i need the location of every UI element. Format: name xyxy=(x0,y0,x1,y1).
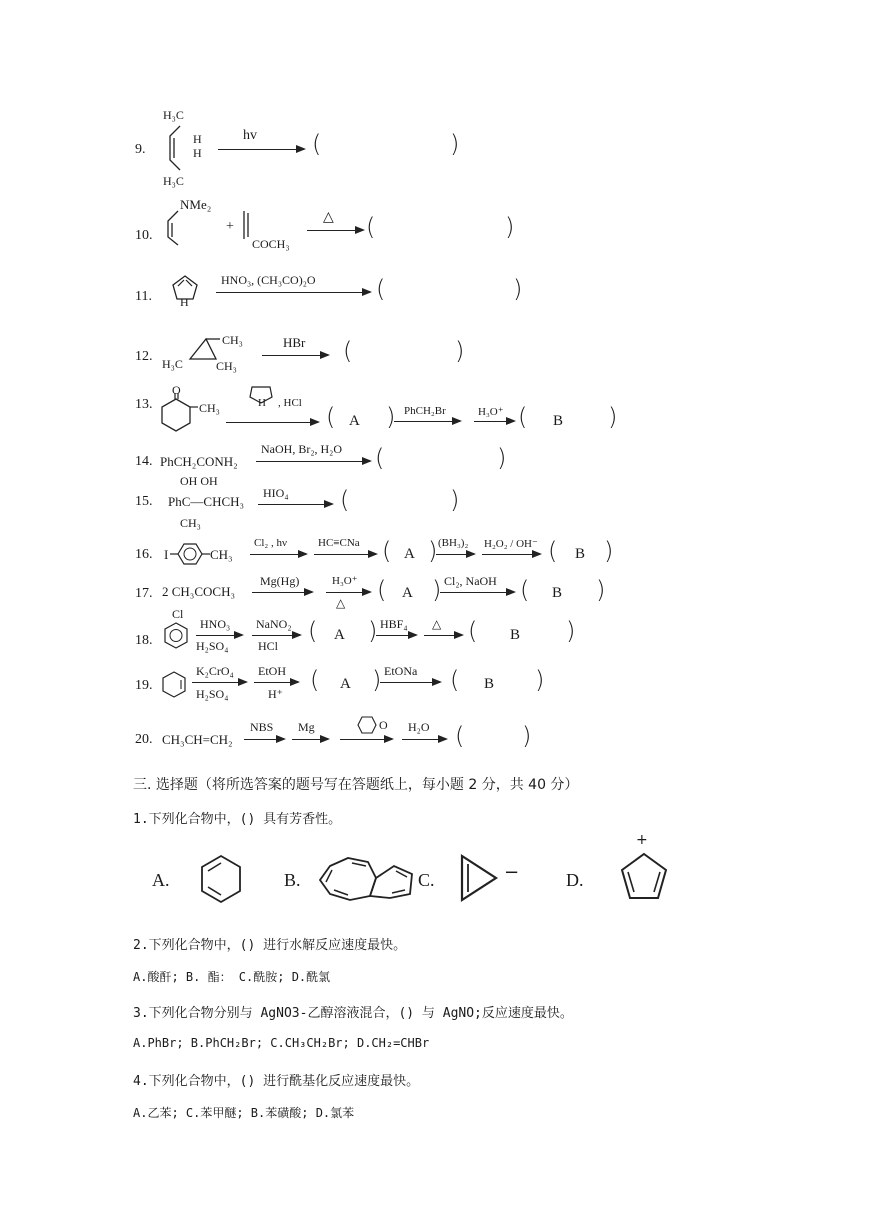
reagent-label: H⁺ xyxy=(268,687,283,701)
reagent-label: HBF₄ xyxy=(380,617,408,631)
choice-d-label: D. xyxy=(566,870,584,890)
answer-bracket-close: ) xyxy=(432,576,442,604)
benzene-ring xyxy=(162,621,190,651)
reagent-label: NaNO₂ xyxy=(256,617,292,631)
reaction-9 xyxy=(0,100,869,188)
reaction-arrow xyxy=(380,682,440,684)
reaction-number: 19. xyxy=(135,678,153,693)
intermediate-a: A xyxy=(404,546,415,562)
cyclohexadiene-structure xyxy=(196,852,246,906)
reaction-arrow xyxy=(252,635,300,637)
reaction-arrow xyxy=(216,292,370,294)
reagent-label: Cl₂ , hν xyxy=(254,537,287,549)
reagent-label: hv xyxy=(243,128,257,143)
methyl-label: CH₃ xyxy=(199,401,220,415)
answer-bracket-close: ) xyxy=(505,213,515,241)
product-b: B xyxy=(484,676,495,692)
intermediate-a: A xyxy=(340,676,351,692)
reaction-number: 18. xyxy=(135,633,153,648)
diene-structure xyxy=(160,207,190,247)
reagent-label: H₂SO₄ xyxy=(196,639,229,653)
cyclopentadienyl-cation-structure xyxy=(616,850,672,906)
answer-bracket-open: ( xyxy=(382,537,392,565)
product-b: B xyxy=(510,627,521,643)
reaction-number: 13. xyxy=(135,397,153,412)
heat-symbol: △ xyxy=(336,596,346,610)
reaction-arrow xyxy=(254,682,298,684)
product-b: B xyxy=(575,546,586,562)
answer-bracket-open: ( xyxy=(343,337,353,365)
reaction-12 xyxy=(0,327,869,387)
reaction-number: 9. xyxy=(135,142,146,157)
choice-a-label: A. xyxy=(152,870,170,890)
question-3-options: A.PhBr; B.PhCH₂Br; C.CH₃CH₂Br; D.CH₂=CHBr xyxy=(133,1036,430,1050)
reaction-arrow xyxy=(292,739,328,741)
product-b: B xyxy=(553,413,564,429)
heat-symbol: △ xyxy=(432,617,442,631)
reaction-10 xyxy=(0,195,869,255)
reagent-label: Mg(Hg) xyxy=(260,574,300,588)
methyl-label: H₃C xyxy=(162,357,183,371)
methyl-label: CH₃ xyxy=(222,333,243,347)
reaction-arrow xyxy=(244,739,284,741)
reaction-arrow xyxy=(326,592,370,594)
choice-c-label: C. xyxy=(418,870,435,890)
reaction-arrow xyxy=(394,421,460,423)
answer-bracket-open: ( xyxy=(518,403,528,431)
reaction-arrow xyxy=(474,421,514,423)
substituent-label: NMe₂ xyxy=(180,197,212,212)
methyl-label: H₃C xyxy=(163,174,184,188)
heat-symbol: △ xyxy=(323,209,334,225)
answer-bracket-close: ) xyxy=(450,130,460,158)
product-b: B xyxy=(552,585,563,601)
answer-bracket-close: ) xyxy=(566,617,576,645)
answer-bracket-close: ) xyxy=(535,666,545,694)
answer-bracket-open: ( xyxy=(340,486,350,514)
answer-bracket-close: ) xyxy=(368,617,378,645)
substrate-label: PhCH₂CONH₂ xyxy=(160,454,238,469)
reaction-18 xyxy=(0,605,869,665)
cyclohexanone-structure xyxy=(350,714,378,736)
answer-bracket-open: ( xyxy=(308,617,318,645)
reagent-label: HC≡CNa xyxy=(318,537,360,549)
answer-bracket-close: ) xyxy=(522,722,532,750)
reaction-arrow xyxy=(262,355,328,357)
answer-bracket-close: ) xyxy=(513,275,523,303)
reaction-number: 12. xyxy=(135,349,153,364)
atom-label: O xyxy=(172,383,181,397)
reagent-label: H₃O⁺ xyxy=(478,406,504,418)
answer-bracket-close: ) xyxy=(372,666,382,694)
question-1: 1.下列化合物中，() 具有芳香性。 xyxy=(133,812,342,827)
reaction-arrow xyxy=(250,554,306,556)
answer-bracket-close: ) xyxy=(497,444,507,472)
reagent-label: NBS xyxy=(250,720,274,734)
substrate-label: CH₃CH=CH₂ xyxy=(162,732,233,747)
reaction-number: 11. xyxy=(135,289,152,304)
reaction-arrow xyxy=(218,149,304,151)
positive-charge: + xyxy=(636,832,648,848)
reagent-label: HCl xyxy=(258,639,279,653)
negative-charge: − xyxy=(504,862,520,883)
reagent-label: HBr xyxy=(283,335,306,350)
reaction-number: 16. xyxy=(135,547,153,562)
substrate-label: PhC—CHCH₃ xyxy=(168,494,245,509)
substrate-label: 2 CH₃COCH₃ xyxy=(162,584,235,599)
reaction-arrow xyxy=(226,422,318,424)
cyclohexanone-structure xyxy=(158,393,198,435)
answer-bracket-open: ( xyxy=(326,403,336,431)
reaction-number: 10. xyxy=(135,228,153,243)
reagent-label: EtONa xyxy=(384,664,418,678)
plus-sign: + xyxy=(226,219,234,234)
reagent-label: Mg xyxy=(298,720,315,734)
atom-label: O xyxy=(379,718,388,732)
reaction-number: 14. xyxy=(135,454,153,469)
diene-structure xyxy=(162,124,192,176)
reagent-label: HNO₃, (CH₃CO)₂O xyxy=(221,273,316,287)
answer-bracket-open: ( xyxy=(376,275,386,303)
reagent-label: , HCl xyxy=(278,397,302,409)
hydrogen-label: H xyxy=(193,132,202,146)
reaction-arrow xyxy=(196,635,242,637)
answer-bracket-open: ( xyxy=(377,576,387,604)
reagent-label: PhCH₂Br xyxy=(404,405,446,417)
reagent-label: H₃O⁺ xyxy=(332,575,358,587)
atom-label: H xyxy=(180,295,189,309)
answer-bracket-close: ) xyxy=(428,537,438,565)
question-4: 4.下列化合物中，() 进行酰基化反应速度最快。 xyxy=(133,1074,420,1089)
methyl-label: CH₃ xyxy=(210,547,233,562)
cyclohexene-structure xyxy=(160,670,188,700)
reaction-19 xyxy=(0,660,869,720)
reaction-arrow xyxy=(252,592,312,594)
reaction-arrow xyxy=(256,461,370,463)
reaction-arrow xyxy=(436,554,474,556)
question-2: 2.下列化合物中，() 进行水解反应速度最快。 xyxy=(133,938,407,953)
reaction-arrow xyxy=(482,554,540,556)
question-4-options: A.乙苯; C.苯甲醚; B.苯磺酸; D.氯苯 xyxy=(133,1106,355,1120)
reaction-20 xyxy=(0,712,869,772)
answer-bracket-open: ( xyxy=(450,666,460,694)
reagent-label: K₂CrO₄ xyxy=(196,664,234,678)
reagent-label: H₂O₂ / OH⁻ xyxy=(484,538,538,550)
answer-bracket-open: ( xyxy=(366,213,376,241)
atom-label: H xyxy=(258,397,266,409)
reagent-label: NaOH, Br₂, H₂O xyxy=(261,442,343,456)
reaction-arrow xyxy=(376,635,416,637)
answer-bracket-open: ( xyxy=(520,576,530,604)
benzene-ring xyxy=(170,541,210,567)
answer-bracket-open: ( xyxy=(312,130,322,158)
reagent-label: H₂SO₄ xyxy=(196,687,229,701)
reaction-arrow xyxy=(192,682,246,684)
answer-bracket-open: ( xyxy=(375,444,385,472)
reaction-arrow xyxy=(440,592,514,594)
reaction-number: 15. xyxy=(135,494,153,509)
reaction-arrow xyxy=(314,554,376,556)
answer-bracket-close: ) xyxy=(386,403,396,431)
reaction-15 xyxy=(0,472,869,532)
answer-bracket-close: ) xyxy=(608,403,618,431)
reaction-number: 17. xyxy=(135,586,153,601)
answer-bracket-close: ) xyxy=(455,337,465,365)
hydroxyl-label: OH OH xyxy=(180,474,218,488)
methyl-label: CH₃ xyxy=(180,516,201,530)
reaction-arrow xyxy=(258,504,332,506)
intermediate-a: A xyxy=(334,627,345,643)
answer-bracket-open: ( xyxy=(455,722,465,750)
question-2-options: A.酸酐; B. 酯： C.酰胺; D.酰氯 xyxy=(133,970,331,984)
reagent-label: HIO₄ xyxy=(263,486,289,500)
reaction-arrow xyxy=(307,230,363,232)
intermediate-a: A xyxy=(402,585,413,601)
answer-bracket-close: ) xyxy=(604,537,614,565)
methyl-label: CH₃ xyxy=(216,359,237,373)
reagent-label: H₂O xyxy=(408,720,430,734)
substituent-label: COCH₃ xyxy=(252,237,290,251)
reaction-arrow xyxy=(424,635,462,637)
reaction-number: 20. xyxy=(135,732,153,747)
answer-bracket-close: ) xyxy=(596,576,606,604)
section-title: 三. 选择题（将所选答案的题号写在答题纸上，每小题 2 分，共 40 分） xyxy=(133,777,579,793)
reagent-label: (BH₃)₂ xyxy=(438,537,469,549)
reagent-label: EtOH xyxy=(258,664,286,678)
atom-label: I xyxy=(164,547,169,562)
intermediate-a: A xyxy=(349,413,360,429)
reaction-11 xyxy=(0,265,869,325)
reagent-label: HNO₃ xyxy=(200,617,231,631)
reaction-arrow xyxy=(402,739,446,741)
question-1-choices xyxy=(148,832,674,916)
atom-label: Cl xyxy=(172,607,184,621)
reaction-arrow xyxy=(340,739,392,741)
methyl-label: H₃C xyxy=(163,108,184,122)
answer-bracket-open: ( xyxy=(468,617,478,645)
question-3: 3.下列化合物分别与 AgNO3-乙醇溶液混合，() 与 AgNO;反应速度最快。 xyxy=(133,1006,573,1021)
azulene-structure xyxy=(314,852,420,906)
choice-b-label: B. xyxy=(284,870,301,890)
answer-bracket-close: ) xyxy=(450,486,460,514)
answer-bracket-open: ( xyxy=(310,666,320,694)
reaction-13 xyxy=(0,383,869,443)
reagent-label: Cl₂, NaOH xyxy=(444,574,497,588)
answer-bracket-open: ( xyxy=(548,537,558,565)
hydrogen-label: H xyxy=(193,146,202,160)
